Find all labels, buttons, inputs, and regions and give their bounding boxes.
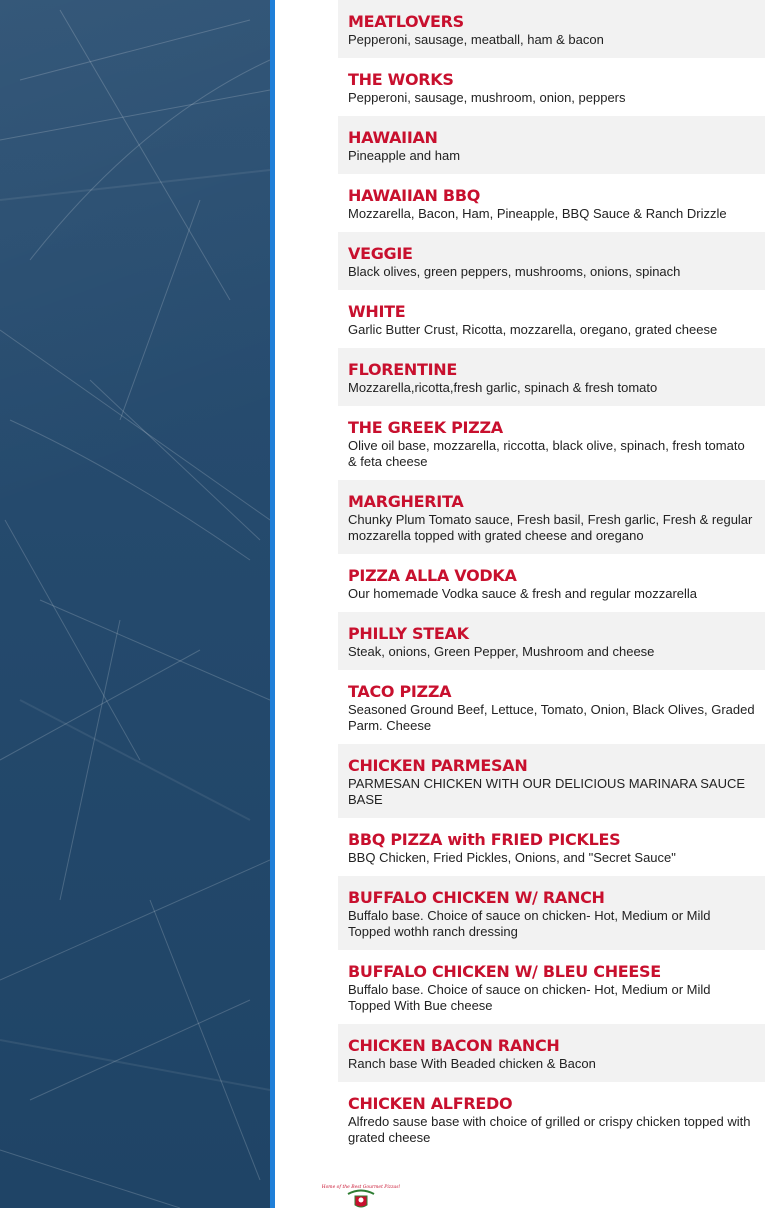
pizza-menu-list: [338, 0, 765, 1156]
menu-item-title: PHILLY STEAK: [348, 624, 469, 643]
menu-item-description: Ranch base With Beaded chicken & Bacon: [348, 1056, 596, 1071]
menu-item-title: HAWAIIAN: [348, 128, 438, 147]
menu-item-description: Chunky Plum Tomato sauce, Fresh basil, Fresh garlic, Fresh & regular mozzarella topped with grated cheese and oregano: [348, 512, 753, 543]
menu-item-description: Olive oil base, mozzarella, riccotta, black olive, spinach, fresh tomato & feta cheese: [348, 438, 745, 469]
menu-item: [338, 950, 765, 1024]
menu-item-title: BUFFALO CHICKEN W/ RANCH: [348, 888, 605, 907]
scratch-texture: [0, 0, 270, 1208]
menu-item-description: Pineapple and ham: [348, 148, 461, 163]
menu-item: [338, 406, 765, 480]
menu-item: [338, 1082, 765, 1156]
menu-item-title: BBQ PIZZA with FRIED PICKLES: [348, 830, 621, 849]
restaurant-logo[interactable]: [322, 1183, 400, 1208]
menu-item: [338, 612, 765, 670]
logo-tagline: Home of the Best Gourmet Pizzas!: [322, 1185, 400, 1190]
menu-item: [338, 744, 765, 818]
menu-item-description: Buffalo base. Choice of sauce on chicken- Hot, Medium or Mild Topped wothh ranch dressing: [348, 908, 711, 939]
menu-item: [338, 554, 765, 612]
menu-item-description: Pepperoni, sausage, mushroom, onion, peppers: [348, 90, 626, 105]
menu-item-title: CHICKEN PARMESAN: [348, 756, 528, 775]
menu-item-description: PARMESAN CHICKEN WITH OUR DELICIOUS MARINARA SAUCE BASE: [348, 776, 746, 807]
menu-item-description: Mozzarella, Bacon, Ham, Pineapple, BBQ Sauce & Ranch Drizzle: [348, 206, 727, 221]
menu-item-title: HAWAIIAN BBQ: [348, 186, 481, 205]
menu-item: [338, 174, 765, 232]
menu-item-description: Black olives, green peppers, mushrooms, onions, spinach: [348, 264, 681, 279]
menu-item-title: TACO PIZZA: [348, 682, 452, 701]
menu-item: [338, 232, 765, 290]
menu-item-title: THE WORKS: [348, 70, 454, 89]
menu-item-description: Garlic Butter Crust, Ricotta, mozzarella, oregano, grated cheese: [348, 322, 718, 337]
menu-item-title: FLORENTINE: [348, 360, 457, 379]
menu-item: [338, 0, 765, 58]
menu-item: [338, 58, 765, 116]
menu-item-description: BBQ Chicken, Fried Pickles, Onions, and "Secret Sauce": [348, 850, 676, 865]
menu-item-title: VEGGIE: [348, 244, 413, 263]
menu-item: [338, 1024, 765, 1082]
menu-item: [338, 480, 765, 554]
sidebar-border: [270, 0, 275, 1208]
menu-item: [338, 818, 765, 876]
menu-item-description: Our homemade Vodka sauce & fresh and regular mozzarella: [348, 586, 698, 601]
menu-item-title: THE GREEK PIZZA: [348, 418, 503, 437]
menu-item: [338, 876, 765, 950]
menu-item: [338, 116, 765, 174]
menu-item-title: MEATLOVERS: [348, 12, 464, 31]
menu-item-title: PIZZA ALLA VODKA: [348, 566, 517, 585]
sidebar-background: [0, 0, 270, 1208]
menu-item: [338, 670, 765, 744]
menu-item-title: WHITE: [348, 302, 406, 321]
menu-item-title: MARGHERITA: [348, 492, 464, 511]
menu-item: [338, 290, 765, 348]
menu-item-title: BUFFALO CHICKEN W/ BLEU CHEESE: [348, 962, 661, 981]
menu-item: [338, 348, 765, 406]
menu-item-description: Alfredo sause base with choice of grilled or crispy chicken topped with grated cheese: [348, 1114, 751, 1145]
menu-item-title: CHICKEN ALFREDO: [348, 1094, 513, 1113]
menu-item-description: Steak, onions, Green Pepper, Mushroom and cheese: [348, 644, 655, 659]
menu-item-title: CHICKEN BACON RANCH: [348, 1036, 560, 1055]
menu-item-description: Mozzarella,ricotta,fresh garlic, spinach & fresh tomato: [348, 380, 658, 395]
menu-item-description: Buffalo base. Choice of sauce on chicken- Hot, Medium or Mild Topped With Bue cheese: [348, 982, 711, 1013]
menu-item-description: Pepperoni, sausage, meatball, ham & bacon: [348, 32, 604, 47]
menu-item-description: Seasoned Ground Beef, Lettuce, Tomato, Onion, Black Olives, Graded Parm. Cheese: [348, 702, 755, 733]
